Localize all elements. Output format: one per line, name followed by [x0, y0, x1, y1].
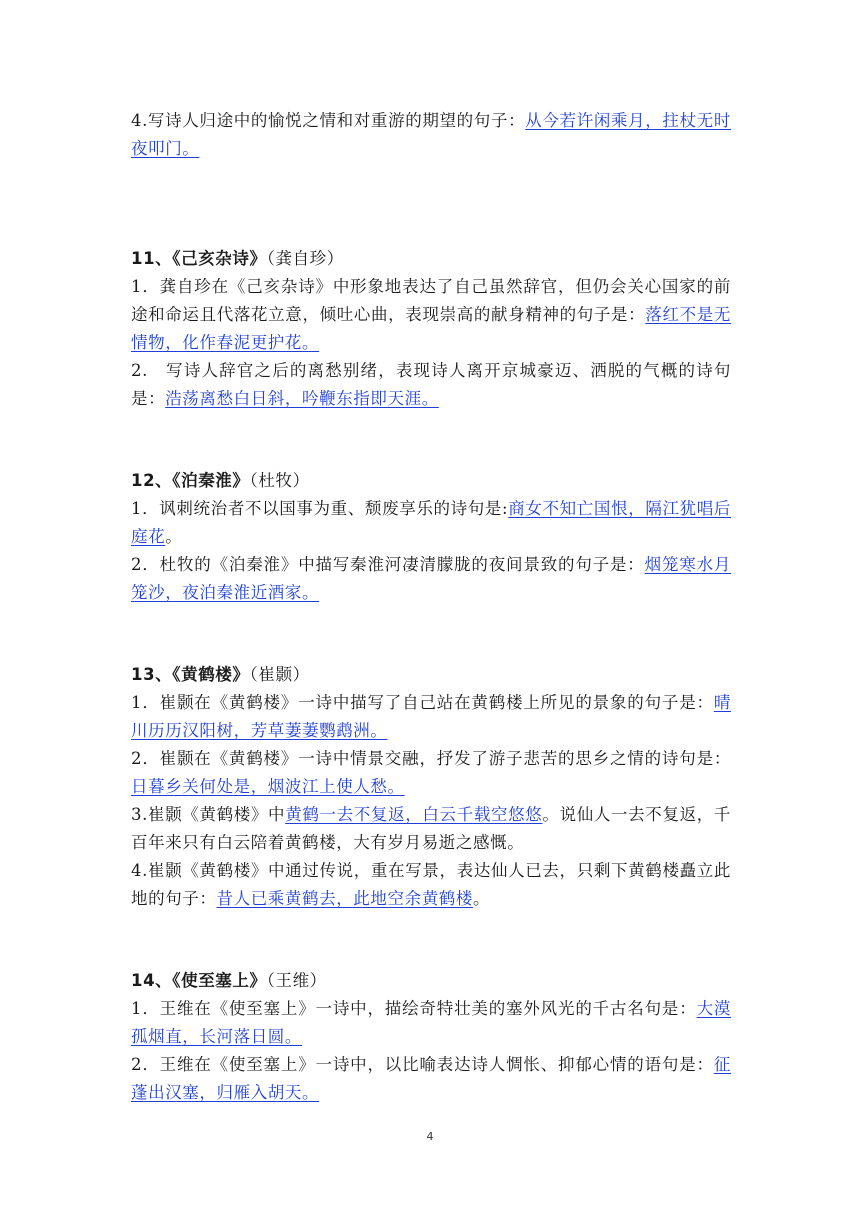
s13-q3-paragraph	[131, 801, 731, 857]
s13-q4-paragraph	[131, 857, 731, 913]
answer-text: 昔人已乘黄鹤去，此地空余黄鹤楼	[216, 889, 473, 908]
answer-tail: 。	[165, 527, 183, 546]
answer-text: 征蓬出汉塞，归雁入胡天。	[131, 1055, 731, 1102]
answer-text: 大漠孤烟直，长河落日圆。	[131, 999, 731, 1046]
answer-text: 晴川历历汉阳树，芳草萋萋鹦鹉洲。	[131, 693, 731, 740]
poem-author: （王维）	[266, 971, 327, 990]
question-text: 2．王维在《使至塞上》一诗中，以比喻表达诗人惆怅、抑郁心情的语句是：	[131, 1055, 714, 1074]
question-text: 2．崔颢在《黄鹤楼》一诗中情景交融，抒发了游子悲苦的思乡之情的诗句是：	[131, 749, 731, 768]
poem-title: 11、《己亥杂诗》	[131, 249, 267, 268]
poem-title: 12、《泊秦淮》	[131, 471, 250, 490]
question-text: 1．讽刺统治者不以国事为重、颓废享乐的诗句是:	[131, 499, 509, 518]
s11-q2-paragraph	[131, 357, 731, 413]
question-text: 2．杜牧的《泊秦淮》中描写秦淮河凄清朦胧的夜间景致的句子是：	[131, 555, 645, 574]
section-heading-12	[131, 467, 731, 495]
s12-q1-paragraph	[131, 495, 731, 551]
poem-title: 14、《使至塞上》	[131, 971, 267, 990]
s11-q1-paragraph	[131, 273, 731, 357]
section-heading-13	[131, 661, 731, 689]
answer-tail: 。	[473, 889, 491, 908]
question-text: 1．龚自珍在《己亥杂诗》中形象地表达了自己虽然辞官，但仍会关心国家的前途和命运且代落花立意，倾吐心曲，表现崇高的献身精神的句子是：	[131, 277, 731, 324]
answer-text: 黄鹤一去不复返，白云千载空悠悠	[285, 805, 543, 824]
poem-title: 13、《黄鹤楼》	[131, 665, 250, 684]
s13-q2-paragraph	[131, 745, 731, 801]
poem-author: （杜牧）	[249, 471, 310, 490]
section-heading-11	[131, 245, 731, 273]
question-text: 3.崔颢《黄鹤楼》中	[131, 805, 286, 824]
answer-text: 商女不知亡国恨，隔江犹唱后庭花	[131, 499, 731, 546]
poem-author: （崔颢）	[249, 665, 310, 684]
question-text: 4.写诗人归途中的愉悦之情和对重游的期望的句子：	[131, 111, 526, 130]
question-text: 1．崔颢在《黄鹤楼》一诗中描写了自己站在黄鹤楼上所见的景象的句子是：	[131, 693, 714, 712]
question-text: 2. 写诗人辞官之后的离愁别绪，表现诗人离开京城豪迈、洒脱的气概的诗句是：	[131, 361, 731, 408]
answer-text: 浩荡离愁白日斜，吟鞭东指即天涯。	[165, 389, 439, 408]
s14-q2-paragraph	[131, 1051, 731, 1107]
answer-text: 日暮乡关何处是，烟波江上使人愁。	[131, 777, 405, 796]
s14-q1-paragraph	[131, 995, 731, 1051]
answer-text: 烟笼寒水月笼沙，夜泊秦淮近酒家。	[131, 555, 732, 602]
s13-q1-paragraph	[131, 689, 731, 745]
answer-text: 从今若许闲乘月，拄杖无时夜叩门。	[131, 111, 731, 158]
section-heading-14	[131, 967, 731, 995]
question-text: 4.崔颢《黄鹤楼》中通过传说，重在写景，表达仙人已去，只剩下黄鹤楼矗立此地的句子：	[131, 861, 731, 908]
poem-author: （龚自珍）	[266, 249, 344, 268]
question-text-continued: 。说仙人一去不复返，千百年来只有白云陪着黄鹤楼，大有岁月易逝之感慨。	[131, 805, 732, 852]
question-text: 1．王维在《使至塞上》一诗中，描绘奇特壮美的塞外风光的千古名句是：	[131, 999, 697, 1018]
page-number: 4	[426, 1130, 434, 1143]
s12-q2-paragraph	[131, 551, 731, 607]
q4-paragraph	[131, 107, 731, 163]
answer-text: 落红不是无情物，化作春泥更护花。	[131, 305, 732, 352]
